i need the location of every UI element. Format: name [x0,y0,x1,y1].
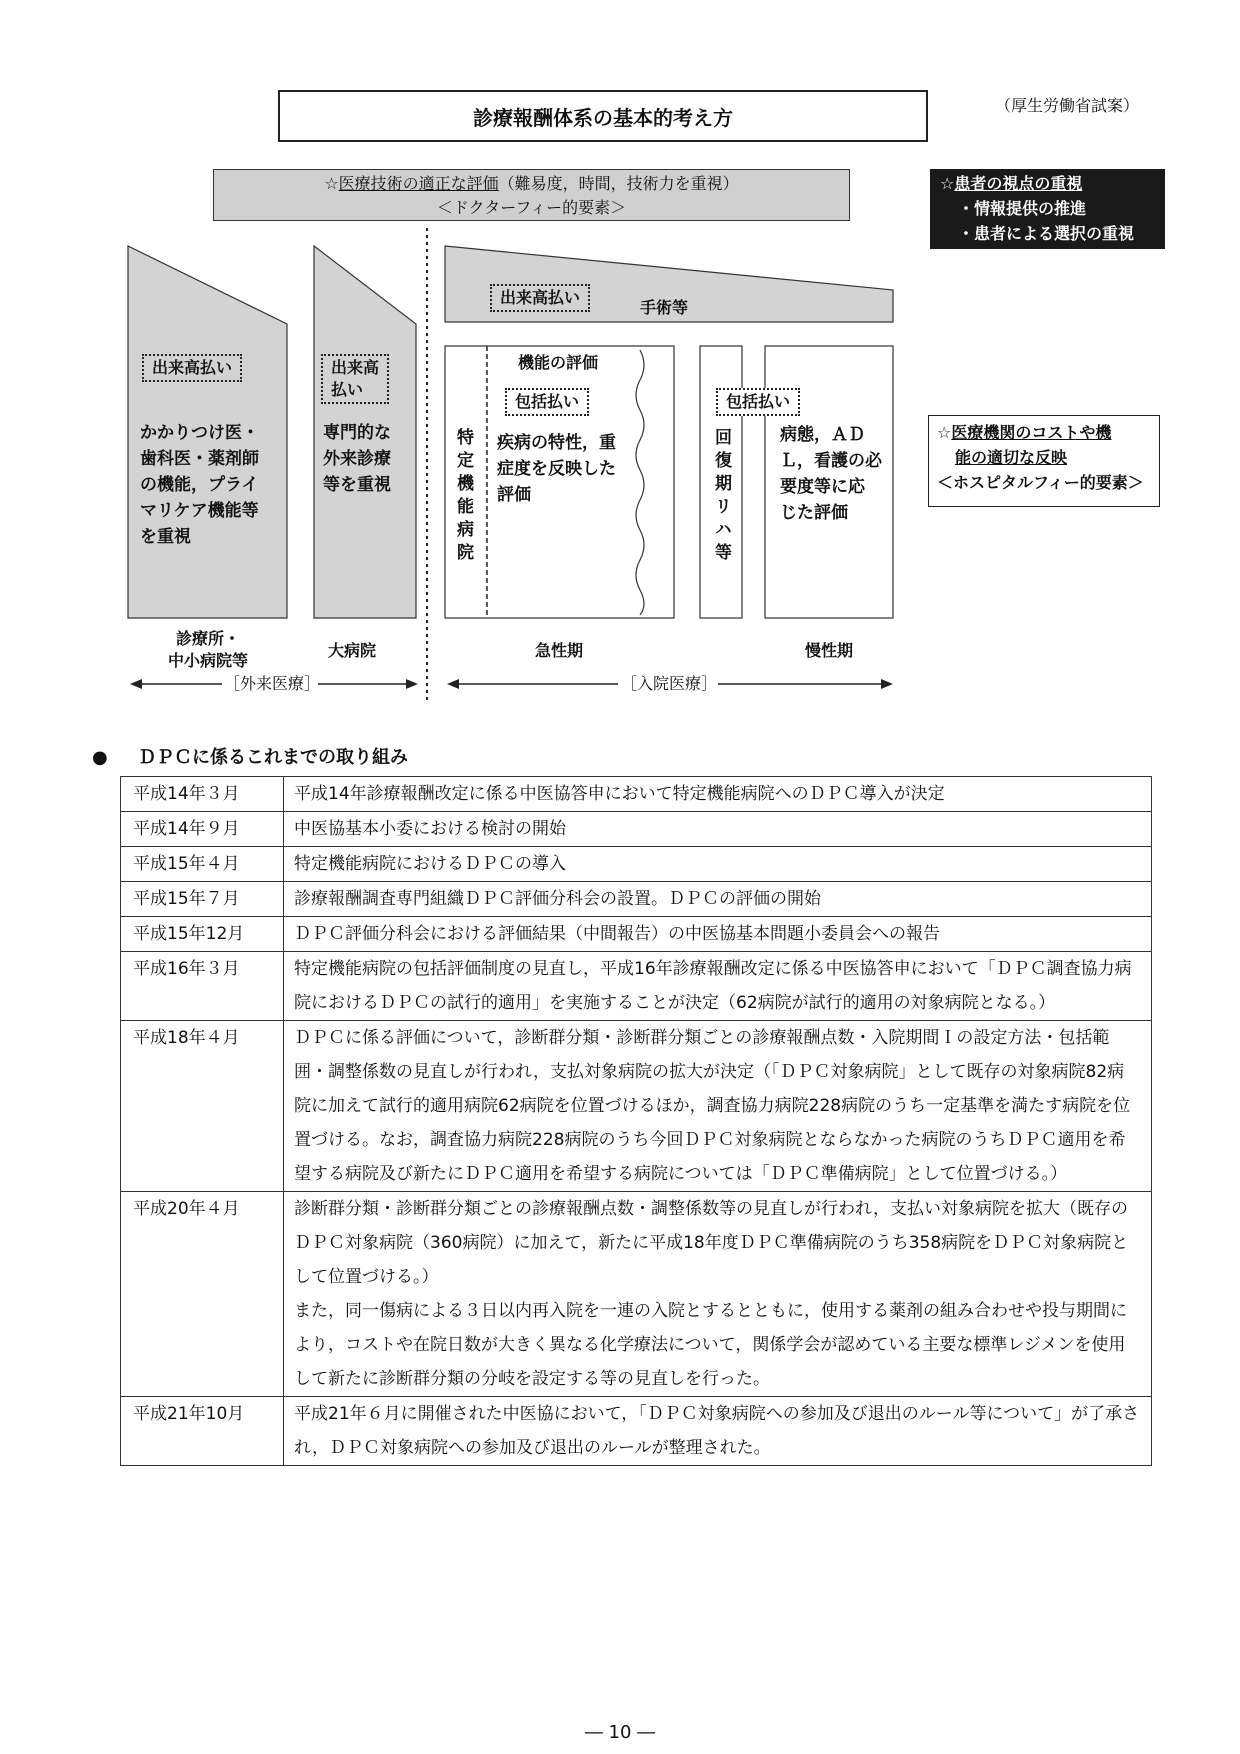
history-text: 中医協基本小委における検討の開始 [284,812,1152,847]
chronic-payment-badge: 包括払い [716,388,800,416]
inpatient-arrow-label: ［入院医療］ [621,674,718,693]
history-text: 特定機能病院の包括評価制度の見直し，平成16年診療報酬改定に係る中医協答申において「ＤＰＣ調査協力病院におけるＤＰＣの試行的適用」を実施することが決定（62病院が試行的適用の対象病院となる。） [284,952,1152,1021]
history-date: 平成15年４月 [121,847,284,882]
acute-description [497,430,616,508]
history-text: ＤＰＣに係る評価について，診断群分類・診断群分類ごとの診療報酬点数・入院期間Ｉの設定方法・包括範囲・調整係数の見直しが行われ，支払対象病院の拡大が決定（「ＤＰＣ対象病院」として既存の対象病院82病院に加えて試行的適用病院62病院を位置づけるほか，調査協力病院228病院のうち一定基準を満たす病院を位置づける。なお，調査協力病院228病院のうち今回ＤＰＣ対象病院とならなかった病院のうちＤＰＣ適用を希望する病院及び新たにＤＰＣ適用を希望する病院については「ＤＰＣ準備病院」として位置づける。） [284,1021,1152,1192]
history-text: ＤＰＣ評価分科会における評価結果（中間報告）の中医協基本問題小委員会への報告 [284,917,1152,952]
patient-view-item: ・患者による選択の重視 [958,224,1135,243]
doctor-fee-label: ＜ドクターフィー的要素＞ [436,198,627,217]
section-heading [92,743,408,769]
special-hospital-label: 特定機能病院 [453,428,473,566]
large-hospital-line: 専門的な [323,423,391,443]
history-date: 平成18年４月 [121,1021,284,1192]
large-hospital-description [323,420,391,498]
hospital-fee-line: 医療機関のコストや機 [951,423,1112,442]
history-date: 平成20年４月 [121,1192,284,1397]
large-hospital-payment-line: 出来高 [331,358,380,377]
large-hospital-payment-line: 払い [331,380,364,399]
function-eval-label: 機能の評価 [518,353,599,372]
clinic-line: マリケア機能等 [140,501,259,521]
clinic-line: かかりつけ医・ [140,423,259,443]
outpatient-arrowhead-left [130,679,142,689]
history-table [120,776,1152,1466]
chronic-line: じた評価 [780,503,848,523]
section-title: ＤＰＣに係るこれまでの取り組み [138,747,408,768]
outpatient-arrowhead-right [406,679,418,689]
surgery-payment-badge: 出来高払い [490,284,590,312]
chronic-label: 慢性期 [805,641,854,660]
acute-line: 疾病の特性，重 [497,433,616,453]
table-row [121,1021,1152,1192]
table-row [121,1397,1152,1466]
outpatient-arrow-label: ［外来医療］ [224,674,321,693]
star-icon: ☆ [937,423,952,442]
table-row [121,847,1152,882]
bullet-icon: ● [92,747,108,768]
large-hospital-payment-badge [321,354,389,404]
star-icon: ☆ [324,174,339,193]
inpatient-arrowhead-left [447,679,459,689]
large-hospital-line: 外来診療 [323,449,391,469]
table-row [121,917,1152,952]
history-text: 診療報酬調査専門組織ＤＰＣ評価分科会の設置。ＤＰＣの評価の開始 [284,882,1152,917]
page-title: 診療報酬体系の基本的考え方 [278,90,928,142]
clinic-line: の機能，プライ [140,475,259,495]
history-text: 診断群分類・診断群分類ごとの診療報酬点数・調整係数等の見直しが行われ，支払い対象病院を拡大（既存のＤＰＣ対象病院（360病院）に加えて，新たに平成18年度ＤＰＣ準備病院のうち358病院をＤＰＣ対象病院として位置づける。） [294,1199,1129,1287]
inpatient-arrowhead-right [881,679,893,689]
clinic-description [140,420,259,550]
acute-payment-badge: 包括払い [505,388,589,416]
history-date: 平成15年12月 [121,917,284,952]
clinic-line: を重視 [140,527,191,547]
hospital-fee-box [928,415,1160,507]
table-row [121,1192,1152,1397]
history-text: 特定機能病院におけるＤＰＣの導入 [284,847,1152,882]
acute-line: 評価 [497,485,531,505]
hospital-fee-label: ＜ホスピタルフィー的要素＞ [937,473,1144,492]
history-date: 平成15年７月 [121,882,284,917]
source-note: （厚生労働省試案） [995,96,1140,115]
history-text: 平成14年診療報酬改定に係る中医協答申において特定機能病院へのＤＰＣ導入が決定 [284,777,1152,812]
history-date: 平成14年９月 [121,812,284,847]
rehab-label: 回復期リハ等 [711,428,731,566]
clinic-payment-badge: 出来高払い [142,354,242,382]
large-hospital-line: 等を重視 [323,475,391,495]
chronic-line: Ｌ，看護の必 [780,451,882,471]
history-text-continued: また，同一傷病による３日以内再入院を一連の入院とするとともに，使用する薬剤の組み合わせや投与期間により，コストや在院日数が大きく異なる化学療法について，関係学会が認めている主要な標準レジメンを使用して新たに診断群分類の分岐を設定する等の見直しを行った。 [294,1301,1127,1389]
chronic-line: 病態，ＡＤ [780,425,865,445]
star-icon: ☆ [940,174,955,193]
table-row [121,777,1152,812]
large-hospital-label: 大病院 [328,641,377,660]
history-text: 平成21年６月に開催された中医協において，「ＤＰＣ対象病院への参加及び退出のルール等について」が了承され，ＤＰＣ対象病院への参加及び退出のルールが整理された。 [284,1397,1152,1466]
doctor-fee-heading: 医療技術の適正な評価 [338,174,499,193]
history-date: 平成21年10月 [121,1397,284,1466]
hospital-fee-line: 能の適切な反映 [955,448,1068,467]
chronic-description [780,422,882,526]
history-date: 平成16年３月 [121,952,284,1021]
page-number: ― 10 ― [584,1722,656,1743]
history-date: 平成14年３月 [121,777,284,812]
clinic-label-line: 中小病院等 [167,651,248,670]
acute-line: 症度を反映した [497,459,616,479]
patient-view-title: 患者の視点の重視 [954,174,1083,193]
doctor-fee-detail: （難易度，時間，技術力を重視） [498,174,739,193]
history-text-cell [284,1192,1152,1397]
clinic-label [148,628,268,672]
clinic-label-line: 診療所・ [175,629,240,648]
surgery-label: 手術等 [640,298,689,317]
clinic-line: 歯科医・薬剤師 [140,449,259,469]
table-row [121,952,1152,1021]
table-row [121,882,1152,917]
patient-view-item: ・情報提供の推進 [958,199,1087,218]
acute-label: 急性期 [535,641,584,660]
table-row [121,812,1152,847]
chronic-line: 要度等に応 [780,477,865,497]
